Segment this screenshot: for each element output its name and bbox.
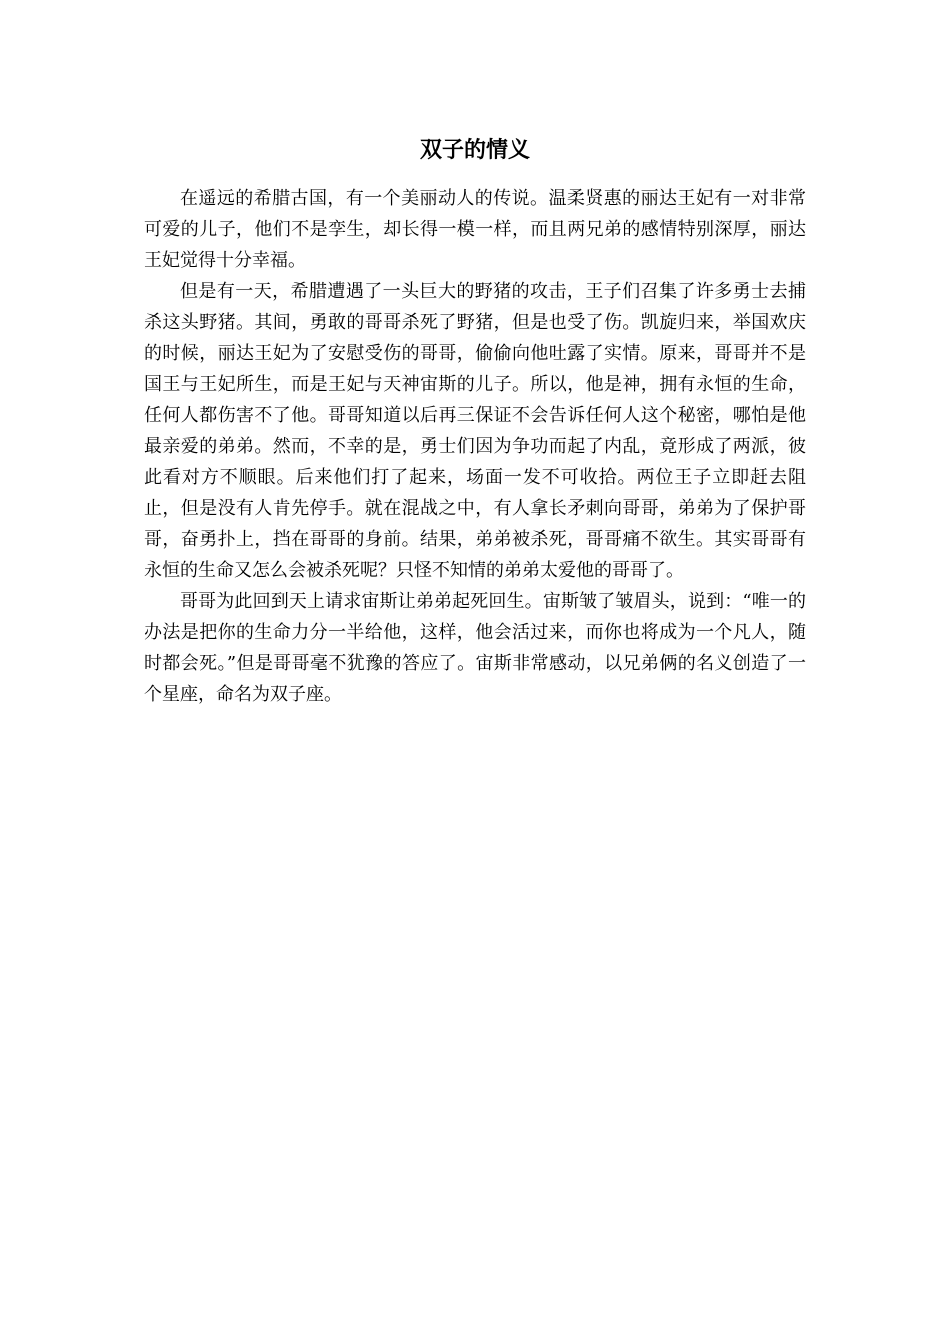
paragraph-1: 在遥远的希腊古国，有一个美丽动人的传说。温柔贤惠的丽达王妃有一对非常可爱的儿子，他们不是孪生，却长得一模一样，而且两兄弟的感情特别深厚，丽达王妃觉得十分幸福。 — [144, 188, 806, 271]
paragraph-2: 但是有一天，希腊遭遇了一头巨大的野猪的攻击，王子们召集了许多勇士去捕杀这头野猪。其间，勇敢的哥哥杀死了野猪，但是也受了伤。凯旋归来，举国欢庆的时候，丽达王妃为了安慰受伤的哥哥，偷偷向他吐露了实情。原来，哥哥并不是国王与王妃所生，而是王妃与天神宙斯的儿子。所以，他是神，拥有永恒的生命，任何人都伤害不了他。哥哥知道以后再三保证不会告诉任何人这个秘密，哪怕是他最亲爱的弟弟。然而，不幸的是，勇士们因为争功而起了内乱，竟形成了两派，彼此看对方不顺眼。后来他们打了起来，场面一发不可收拾。两位王子立即赶去阻止，但是没有人肯先停手。就在混战之中，有人拿长矛刺向哥哥，弟弟为了保护哥哥，奋勇扑上，挡在哥哥的身前。结果，弟弟被杀死，哥哥痛不欲生。其实哥哥有永恒的生命又怎么会被杀死呢？只怪不知情的弟弟太爱他的哥哥了。 — [144, 281, 806, 581]
document-title: 双子的情义 — [419, 137, 530, 163]
paragraph-3: 哥哥为此回到天上请求宙斯让弟弟起死回生。宙斯皱了皱眉头，说到：“唯一的办法是把你的生命力分一半给他，这样，他会活过来，而你也将成为一个凡人，随时都会死。”但是哥哥毫不犹豫的答应了。宙斯非常感动，以兄弟俩的名义创造了一个星座，命名为双子座。 — [144, 591, 806, 705]
document-content — [144, 132, 806, 710]
document-body — [144, 183, 806, 710]
